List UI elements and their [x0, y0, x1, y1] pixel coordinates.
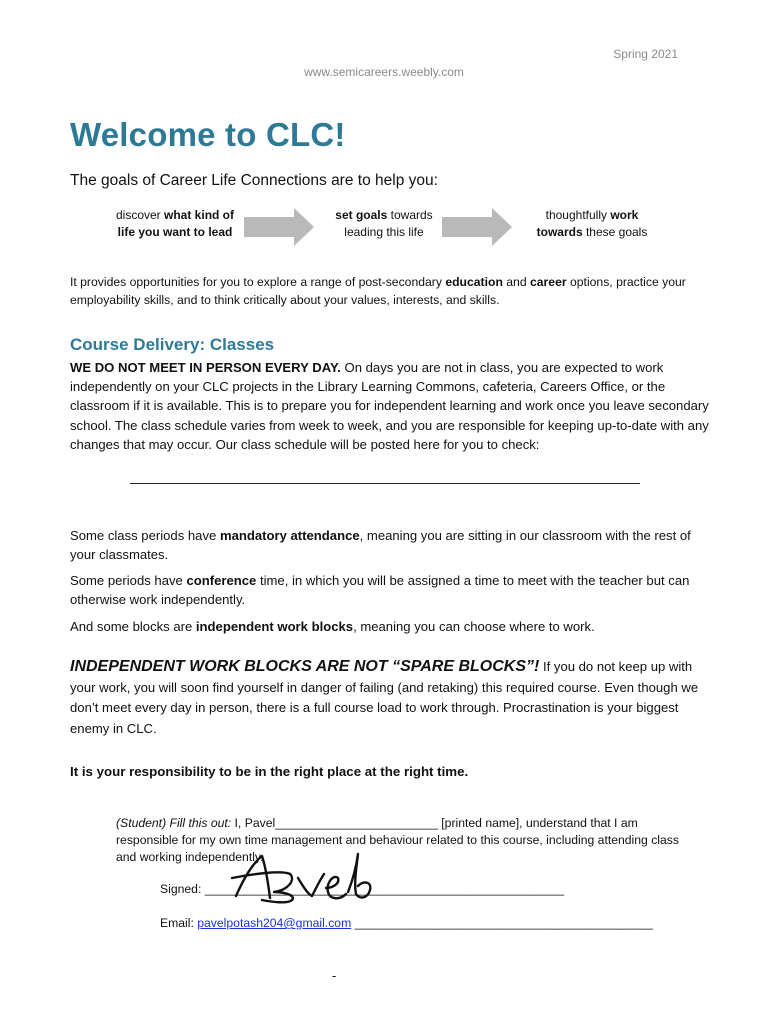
- schedule-blank-line: [130, 483, 640, 484]
- independent-text: , meaning you can choose where to work.: [353, 619, 595, 634]
- student-form-text: I,: [231, 816, 245, 830]
- warning-paragraph: [70, 657, 710, 739]
- independent-bold: independent work blocks: [195, 619, 354, 634]
- page-title: Welcome to CLC!: [70, 116, 346, 153]
- provides-text: and: [502, 275, 530, 289]
- signature-image: [222, 848, 382, 910]
- email-link[interactable]: pavelpotash204@gmail.com: [197, 916, 352, 930]
- printed-name-field[interactable]: Pavel: [244, 816, 276, 830]
- independent-paragraph: [70, 617, 710, 636]
- footer-mark: -: [332, 968, 337, 983]
- goal-3-text: thoughtfully: [545, 208, 611, 222]
- goals-intro: The goals of Career Life Connections are to help you:: [70, 172, 438, 189]
- header-date: Spring 2021: [613, 47, 678, 61]
- email-label: Email:: [160, 916, 198, 930]
- right-arrow-icon: [244, 208, 316, 246]
- provides-education: education: [445, 275, 503, 289]
- provides-text: options, practice your employability skills, and to think critically about your values, interests, and skills.: [70, 275, 686, 307]
- responsibility-statement: It is your responsibility to be in the right place at the right time.: [70, 764, 469, 779]
- goal-3-bold: work towards: [536, 208, 639, 239]
- printed-name-blank: ________________________: [275, 816, 438, 830]
- provides-career: career: [530, 275, 567, 289]
- course-delivery-paragraph: [70, 358, 710, 454]
- warning-heading: INDEPENDENT WORK BLOCKS ARE NOT “SPARE BLOCKS”!: [70, 658, 540, 675]
- mandatory-text: , meaning you are sitting in our classroom with the rest of your classmates.: [70, 528, 691, 563]
- goal-step-3: [524, 207, 660, 241]
- goal-1-text: discover: [115, 208, 165, 222]
- student-form-text: [printed name], understand that I am responsible for my own time management and behaviour related to this course, including attending class and working independently.: [116, 816, 679, 864]
- mandatory-bold: mandatory attendance: [219, 528, 360, 543]
- provides-text: It provides opportunities for you to explore a range of post-secondary: [70, 275, 446, 289]
- goal-2-bold: set goals: [335, 208, 388, 222]
- section-heading-course-delivery: Course Delivery: Classes: [70, 335, 275, 354]
- conference-text: time, in which you will be assigned a time to meet with the teacher but can otherwise work independently.: [70, 573, 690, 608]
- signature-field[interactable]: _____________________________________________________: [204, 882, 564, 896]
- mandatory-text: Some class periods have: [70, 528, 220, 543]
- independent-text: And some blocks are: [70, 619, 196, 634]
- goal-2-post: towards leading this life: [344, 208, 433, 239]
- header-url: www.semicareers.weebly.com: [304, 65, 464, 79]
- warning-text: If you do not keep up with your work, you will soon find yourself in danger of failing (and retaking) this required course. Even though we don’t meet every day in person, there is a full course load to work through. Procrastination is your biggest enemy in CLC.: [70, 659, 699, 736]
- conference-paragraph: [70, 571, 710, 609]
- right-arrow-icon: [442, 208, 514, 246]
- provides-paragraph: [70, 273, 700, 309]
- course-delivery-text: On days you are not in class, you are expected to work independently on your CLC projects in the Library Learning Commons, cafeteria, Careers Office, or the classroom if it is available. This is to prepare you for independent learning and work once you leave secondary school. The class schedule varies from week to week, and you are responsible for keeping up-to-date with any changes that may occur. Our class schedule will be posted here for you to check:: [70, 360, 709, 452]
- conference-text: Some periods have: [70, 573, 187, 588]
- course-delivery-lead: WE DO NOT MEET IN PERSON EVERY DAY.: [70, 360, 341, 375]
- email-line: [160, 916, 653, 930]
- goal-3-post: these goals: [582, 225, 648, 239]
- goal-1-bold: what kind of life you want to lead: [117, 208, 235, 239]
- student-form-label: (Student) Fill this out:: [116, 816, 232, 830]
- goal-step-1: [107, 207, 243, 241]
- conference-bold: conference: [186, 573, 257, 588]
- mandatory-paragraph: [70, 526, 710, 564]
- goal-step-2: [316, 207, 452, 241]
- signed-label: Signed:: [160, 882, 205, 896]
- student-form-paragraph: [116, 815, 696, 866]
- email-blank: ____________________________________________: [351, 916, 653, 930]
